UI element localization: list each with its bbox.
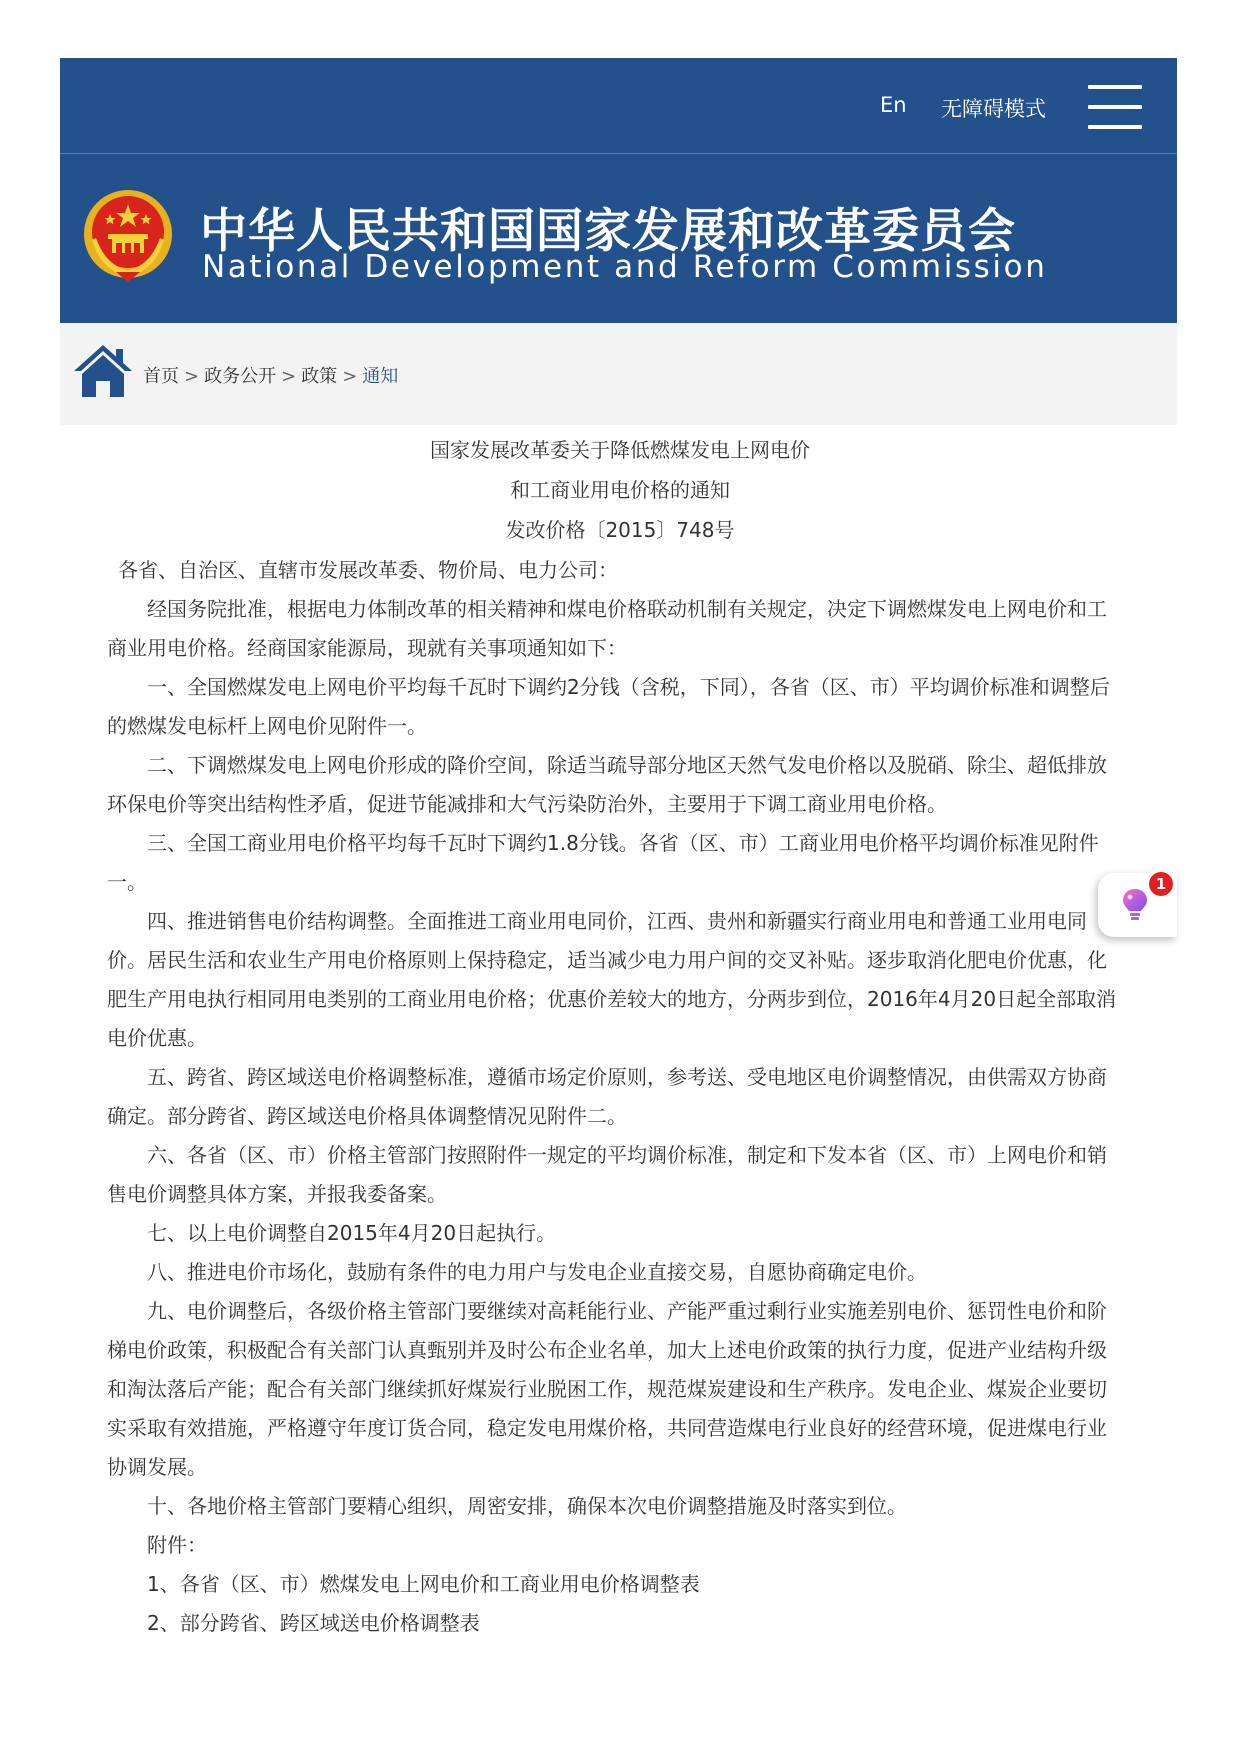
attachment-1-link[interactable]: 1、各省（区、市）燃煤发电上网电价和工商业用电价格调整表: [147, 1572, 700, 1596]
paragraph-5: 五、跨省、跨区域送电价格调整标准，遵循市场定价原则，参考送、受电地区电价调整情况，由供需双方协商确定。部分跨省、跨区域送电价格具体调整情况见附件二。: [107, 1065, 1107, 1128]
paragraph-6: 六、各省（区、市）价格主管部门按照附件一规定的平均调价标准，制定和下发本省（区、市）上网电价和销售电价调整具体方案，并报我委备案。: [107, 1143, 1107, 1206]
paragraph-4: 四、推进销售电价结构调整。全面推进工商业用电同价，江西、贵州和新疆实行商业用电和普通工业用电同价。居民生活和农业生产用电价格原则上保持稳定，适当减少电力用户间的交叉补贴。逐步取消化肥电价优惠，化肥生产用电执行相同用电类别的工商业用电价格；优惠价差较大的地方，分两步到位，2016年4月20日起全部取消电价优惠。: [107, 909, 1117, 1050]
floating-assistant-button[interactable]: [1098, 873, 1177, 937]
paragraph-8: 八、推进电价市场化，鼓励有条件的电力用户与发电企业直接交易，自愿协商确定电价。: [147, 1260, 927, 1284]
menu-line-icon: [1088, 85, 1142, 89]
menu-line-icon: [1088, 105, 1142, 109]
hamburger-menu-button[interactable]: [1088, 85, 1142, 129]
document-number: 发改价格〔2015〕748号: [505, 518, 735, 542]
accessibility-mode-link[interactable]: 无障碍模式: [941, 97, 1046, 121]
top-bar: [60, 58, 1177, 154]
paragraph-9: 九、电价调整后，各级价格主管部门要继续对高耗能行业、产能严重过剩行业实施差别电价、惩罚性电价和阶梯电价政策，积极配合有关部门认真甄别并及时公布企业名单，加大上述电价政策的执行力度，促进产业结构升级和淘汰落后产能；配合有关部门继续抓好煤炭行业脱困工作，规范煤炭建设和生产秩序。发电企业、煤炭企业要切实采取有效措施，严格遵守年度订货合同，稳定发电用煤价格，共同营造煤电行业良好的经营环境，促进煤电行业协调发展。: [107, 1299, 1107, 1479]
site-title-chinese: 中华人民共和国国家发展和改革委员会: [200, 204, 1016, 259]
paragraph-10: 十、各地价格主管部门要精心组织，周密安排，确保本次电价调整措施及时落实到位。: [147, 1494, 907, 1518]
lightbulb-icon: [1120, 887, 1150, 923]
breadcrumb-separator: >: [184, 366, 200, 387]
breadcrumb: [60, 323, 1177, 425]
article-title-line: 和工商业用电价格的通知: [510, 478, 730, 502]
site-header: [60, 58, 1177, 323]
salutation: 各省、自治区、直辖市发展改革委、物价局、电力公司：: [118, 558, 618, 582]
paragraph-2: 二、下调燃煤发电上网电价形成的降价空间，除适当疏导部分地区天然气发电价格以及脱硝、除尘、超低排放环保电价等突出结构性矛盾，促进节能减排和大气污染防治外，主要用于下调工商业用电价格。: [107, 753, 1107, 816]
menu-line-icon: [1088, 125, 1142, 129]
breadcrumb-home-link[interactable]: 首页: [143, 366, 179, 387]
paragraph-7: 七、以上电价调整自2015年4月20日起执行。: [147, 1221, 557, 1245]
notification-badge: 1: [1149, 872, 1173, 896]
attachments-label: 附件：: [147, 1533, 207, 1557]
breadcrumb-separator: >: [281, 366, 297, 387]
article-body: [107, 590, 1122, 1643]
home-icon[interactable]: [72, 343, 134, 399]
paragraph-3: 三、全国工商业用电价格平均每千瓦时下调约1.8分钱。各省（区、市）工商业用电价格平均调价标准见附件一。: [107, 831, 1099, 894]
paragraph-intro: 经国务院批准，根据电力体制改革的相关精神和煤电价格联动机制有关规定，决定下调燃煤发电上网电价和工商业用电价格。经商国家能源局，现就有关事项通知如下：: [107, 597, 1107, 660]
article-title-line: 国家发展改革委关于降低燃煤发电上网电价: [430, 438, 810, 462]
national-emblem-icon: [82, 188, 174, 284]
breadcrumb-policy-link[interactable]: 政策: [301, 366, 338, 387]
breadcrumb-separator: >: [342, 366, 358, 387]
breadcrumb-trail: [143, 362, 398, 388]
english-link[interactable]: En: [880, 93, 907, 117]
breadcrumb-notice-link[interactable]: 通知: [362, 366, 399, 387]
breadcrumb-gov-affairs-link[interactable]: 政务公开: [204, 366, 277, 387]
attachment-2-link[interactable]: 2、部分跨省、跨区域送电价格调整表: [147, 1611, 480, 1635]
paragraph-1: 一、全国燃煤发电上网电价平均每千瓦时下调约2分钱（含税，下同），各省（区、市）平均调价标准和调整后的燃煤发电标杆上网电价见附件一。: [107, 675, 1110, 738]
site-title-english: National Development and Reform Commission: [202, 249, 1048, 285]
